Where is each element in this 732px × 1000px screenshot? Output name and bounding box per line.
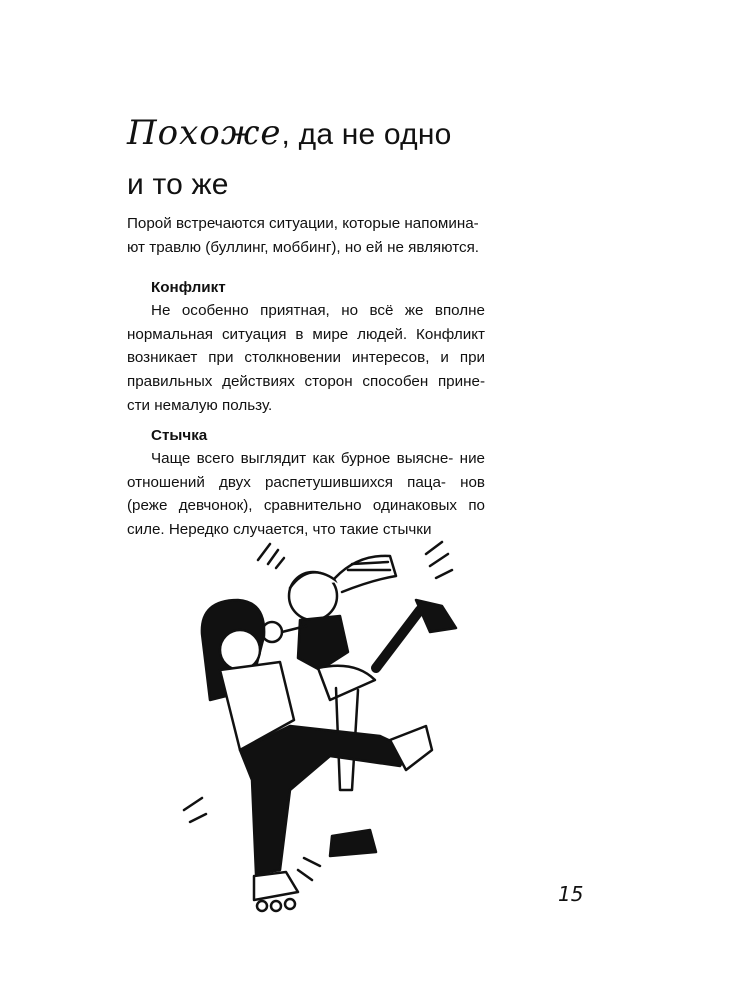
left-girl-head xyxy=(220,630,260,670)
page-title xyxy=(127,108,547,210)
section-heading-clash: Стычка xyxy=(151,427,208,444)
intro-line2: ют травлю (буллинг, моббинг), но ей не являются. xyxy=(127,238,480,256)
page-number: 15 xyxy=(558,882,584,906)
intro-line1: Порой встречаются ситуации, которые напомина- xyxy=(127,215,479,232)
title-handwritten-word: Похоже xyxy=(127,113,282,153)
section-heading-conflict: Конфликт xyxy=(151,279,226,296)
section-body-conflict: Не особенно приятная, но всё же вполне нормальная ситуация в мире людей. Конфликт возникает при столкновении интересов, и при правильных действиях сторон способен прине- сти немалую пользу. xyxy=(127,302,485,414)
title-rest-line1: , да не одно xyxy=(281,118,452,151)
motion-lines-bottom xyxy=(298,858,320,880)
motion-lines-top-right xyxy=(426,542,452,578)
section-body-clash: Чаще всего выглядит как бурное выясне- ние отношений двух распетушившихся паца- нов (реже девчонок), сравнительно одинаковых по силе. Нередко случается, что такие стычки xyxy=(127,450,485,539)
fighting-girls-illustration xyxy=(180,540,480,930)
motion-lines-bottom-left xyxy=(184,798,206,822)
intro-paragraph xyxy=(127,212,485,259)
title-line2: и то же xyxy=(127,168,229,201)
motion-lines-top-left xyxy=(258,544,284,568)
